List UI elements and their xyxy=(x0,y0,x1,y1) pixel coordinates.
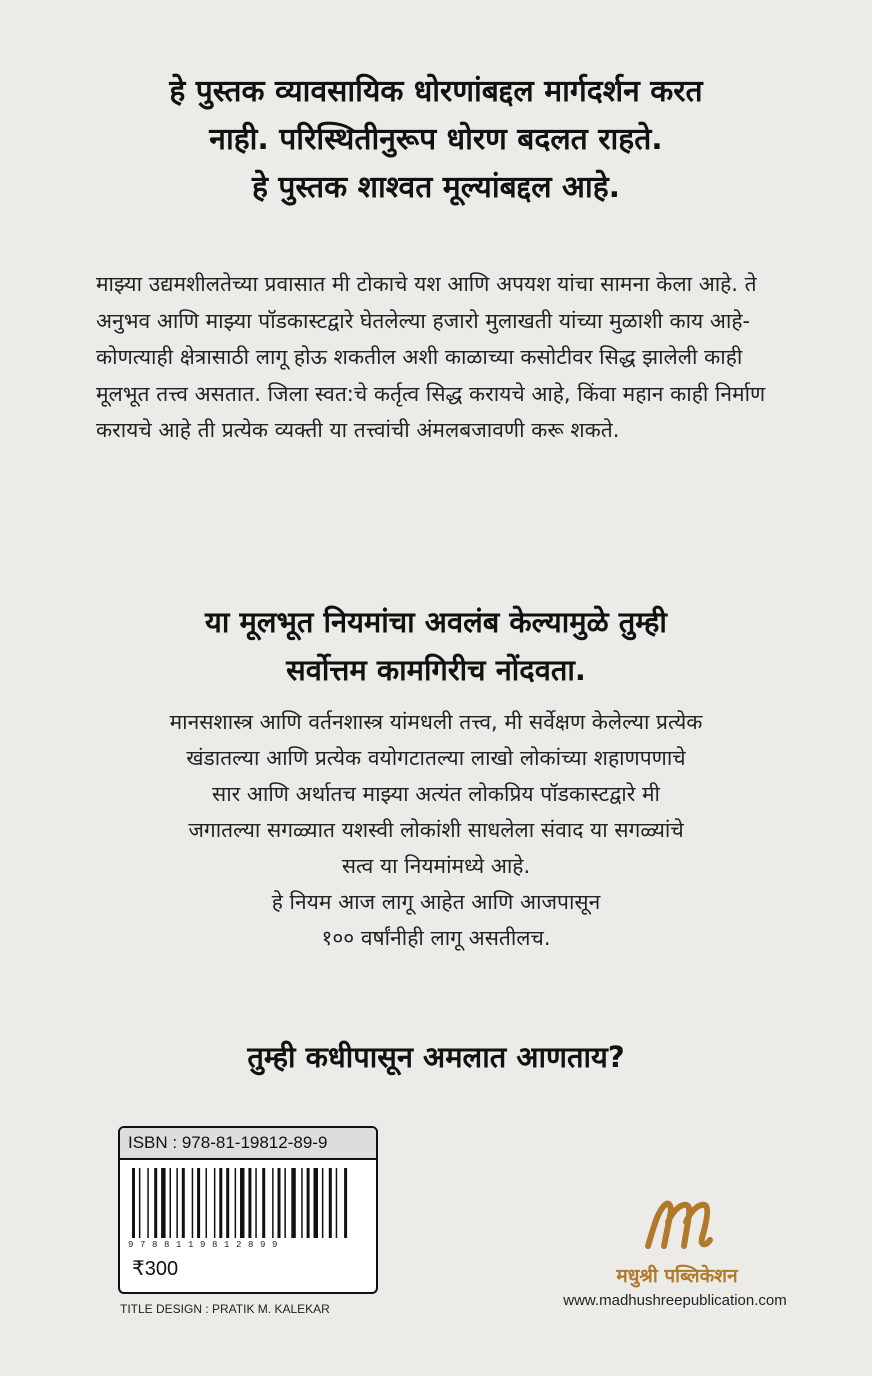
intro-paragraph: माझ्या उद्यमशीलतेच्या प्रवासात मी टोकाचे यश आणि अपयश यांचा सामना केला आहे. ते अनुभव आणि माझ्या पॉडकास्टद्वारे घेतलेल्या हजारो मुलाखती यांच्या मुळाशी काय आहे- कोणत्याही क्षेत्रासाठी लागू होऊ शकतील अशी काळाच्या कसोटीवर सिद्ध झालेली काही मूलभूत तत्त्व असतात. जिला स्वत:चे कर्तृत्व सिद्ध करायचे आहे, किंवा महान काही निर्माण करायचे आहे ती प्रत्येक व्यक्ती या तत्त्वांची अंमलबजावणी करू शकते. xyxy=(96,272,766,442)
barcode-icon xyxy=(130,1168,366,1238)
publisher-name: मधुश्री पब्लिकेशन xyxy=(616,1265,738,1287)
rules-heading-line-2: सर्वोत्तम कामगिरीच नोंदवता. xyxy=(286,653,586,687)
title-design-credit: TITLE DESIGN : PRATIK M. KALEKAR xyxy=(120,1302,330,1316)
rules-heading xyxy=(40,598,832,694)
rules-line: हे नियम आज लागू आहेत आणि आजपासून xyxy=(271,890,601,914)
publisher-website: www.madhushreepublication.com xyxy=(563,1292,787,1309)
tagline-line-3: हे पुस्तक शाश्वत मूल्यांबद्दल आहे. xyxy=(251,170,621,205)
barcode-digits: 9788119812899 xyxy=(128,1240,285,1250)
rules-line: सार आणि अर्थातच माझ्या अत्यंत लोकप्रिय पॉडकास्टद्वारे मी xyxy=(212,782,660,806)
tagline-line-1: हे पुस्तक व्यावसायिक धोरणांबद्दल मार्गदर्शन करत xyxy=(169,74,703,109)
rules-heading-line-1: या मूलभूत नियमांचा अवलंब केल्यामुळे तुम्ही xyxy=(205,605,667,639)
isbn-label: ISBN : 978-81-19812-89-9 xyxy=(120,1128,376,1160)
rules-line: सत्व या नियमांमध्ये आहे. xyxy=(341,854,531,878)
m-monogram-icon xyxy=(640,1196,716,1252)
tagline-heading xyxy=(40,68,832,212)
rules-line: मानसशास्त्र आणि वर्तनशास्त्र यांमधली तत्त्व, मी सर्वेक्षण केलेल्या प्रत्येक xyxy=(169,710,703,734)
barcode-panel xyxy=(118,1126,378,1294)
rules-line: १०० वर्षांनीही लागू असतीलच. xyxy=(321,926,551,950)
tagline-line-2: नाही. परिस्थितीनुरूप धोरण बदलत राहते. xyxy=(209,122,663,157)
rules-line: जगातल्या सगळ्यात यशस्वी लोकांशी साधलेला संवाद या सगळ्यांचे xyxy=(188,818,684,842)
price-label: ₹300 xyxy=(132,1258,179,1280)
rules-paragraph xyxy=(60,704,812,956)
question-heading: तुम्ही कधीपासून अमलात आणताय? xyxy=(247,1040,625,1074)
rules-line: खंडातल्या आणि प्रत्येक वयोगटातल्या लाखो लोकांच्या शहाणपणाचे xyxy=(186,746,686,770)
